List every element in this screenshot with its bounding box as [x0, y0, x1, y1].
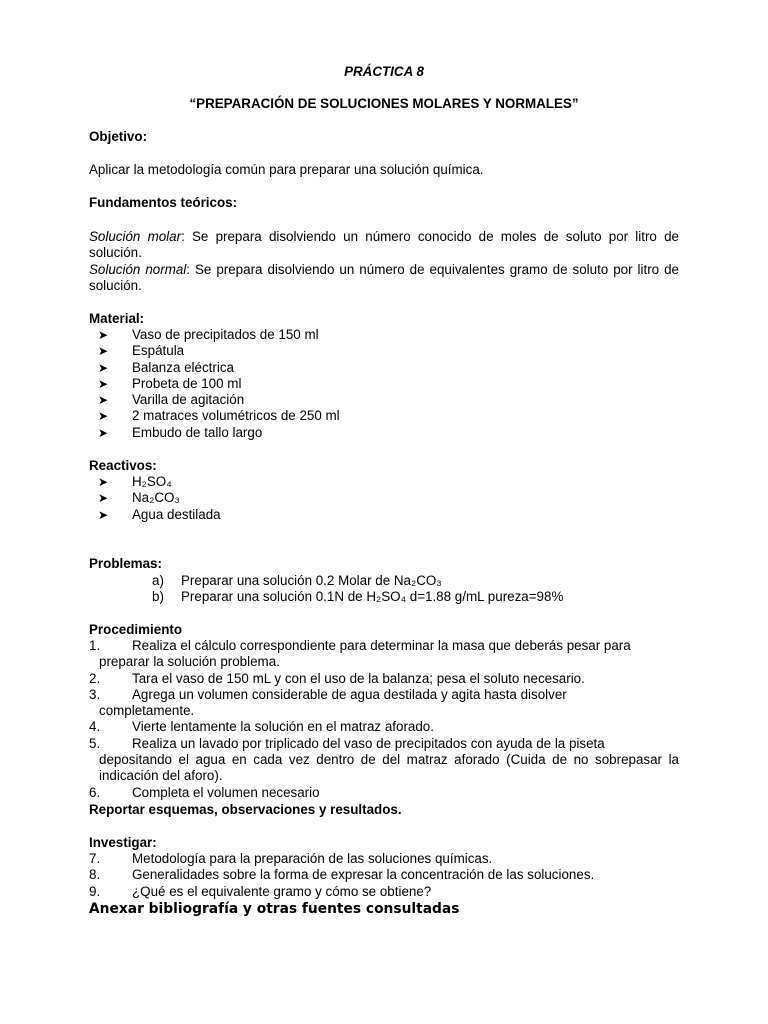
reactivo-item-label: Na₂CO₃: [132, 490, 180, 506]
reactivo-item-label: Agua destilada: [132, 506, 221, 522]
item-number: 9.: [89, 883, 101, 899]
reactivos-list: [89, 474, 679, 523]
procedure-step: [89, 785, 679, 801]
reactivos-heading: Reactivos:: [89, 458, 157, 473]
arrowhead-right-icon: ➤: [98, 393, 109, 408]
list-item: [89, 343, 679, 359]
arrowhead-right-icon: ➤: [98, 425, 109, 440]
step-text: Vierte lentamente la solución en el matraz aforado.: [132, 719, 434, 735]
arrowhead-right-icon: ➤: [98, 409, 109, 424]
list-item: [89, 392, 679, 408]
report-instruction: Reportar esquemas, observaciones y resultados.: [89, 802, 402, 817]
fundamentos-heading: Fundamentos teóricos:: [89, 195, 238, 210]
solucion-molar-paragraph: [89, 229, 679, 262]
list-item: [89, 376, 679, 392]
material-heading: Material:: [89, 311, 145, 326]
solucion-molar-term: Solución molar: [89, 229, 182, 244]
procedure-step: [89, 638, 679, 671]
material-item-label: Espátula: [132, 343, 185, 359]
research-item: [89, 884, 679, 900]
problem-text: Preparar una solución 0.2 Molar de Na₂CO₃: [181, 573, 442, 588]
material-item-label: Probeta de 100 ml: [132, 375, 242, 391]
arrowhead-right-icon: ➤: [98, 328, 109, 342]
step-number: 2.: [89, 670, 101, 686]
reactivo-item-label: H₂SO₄: [132, 474, 172, 489]
list-item: [89, 327, 679, 343]
step-text: Completa el volumen necesario: [132, 784, 320, 800]
material-item-label: Varilla de agitación: [132, 392, 245, 408]
document-subtitle: “PREPARACIÓN DE SOLUCIONES MOLARES Y NORMALES”: [189, 96, 579, 111]
arrowhead-right-icon: ➤: [98, 376, 109, 391]
material-item-label: Embudo de tallo largo: [132, 424, 263, 440]
step-text-continuation: completamente.: [99, 703, 195, 719]
step-text: Agrega un volumen considerable de agua destilada y agita hasta disolver: [132, 686, 567, 702]
procedure-step: [89, 719, 679, 735]
step-text: Realiza el cálculo correspondiente para determinar la masa que deberás pesar para: [132, 638, 631, 653]
item-text: Metodología para la preparación de las soluciones químicas.: [132, 851, 493, 866]
item-text: ¿Qué es el equivalente gramo y cómo se obtiene?: [132, 883, 432, 899]
procedimiento-heading: Procedimiento: [89, 622, 183, 637]
list-item: [89, 474, 679, 490]
solucion-normal-paragraph: [89, 262, 679, 295]
step-text: Tara el vaso de 150 mL y con el uso de la balanza; pesa el soluto necesario.: [132, 670, 585, 686]
arrowhead-right-icon: ➤: [98, 507, 109, 522]
material-item-label: Balanza eléctrica: [132, 359, 234, 375]
arrowhead-right-icon: ➤: [98, 475, 109, 489]
solucion-normal-definition: : Se prepara disolviendo un número de equivalentes gramo de soluto por litro de solución.: [89, 262, 679, 294]
step-text: Realiza un lavado por triplicado del vaso de precipitados con ayuda de la piseta: [132, 735, 605, 751]
problemas-heading: Problemas:: [89, 556, 162, 571]
problem-label: b): [152, 589, 164, 605]
item-number: 7.: [89, 851, 101, 866]
step-number: 1.: [89, 638, 101, 653]
procedure-step: [89, 736, 679, 785]
procedure-step: [89, 671, 679, 687]
step-number: 5.: [89, 735, 101, 751]
step-number: 4.: [89, 719, 101, 735]
list-item: [89, 589, 679, 605]
list-item: [89, 360, 679, 376]
step-text-continuation: preparar la solución problema.: [99, 654, 280, 670]
arrowhead-right-icon: ➤: [98, 344, 109, 359]
procedure-step: [89, 687, 679, 720]
procedimiento-list: [89, 638, 679, 801]
problem-label: a): [152, 573, 164, 588]
material-list: [89, 327, 679, 441]
item-text: Generalidades sobre la forma de expresar la concentración de las soluciones.: [132, 867, 595, 883]
step-text-continuation: depositando el agua en cada vez dentro de del matraz aforado (Cuida de no sobrepasar la indicación del aforo).: [99, 752, 679, 784]
list-item: [89, 573, 679, 589]
anexar-bibliografia: Anexar bibliografía y otras fuentes consultadas: [89, 901, 460, 917]
list-item: [89, 507, 679, 523]
material-item-label: 2 matraces volumétricos de 250 ml: [132, 408, 340, 424]
solucion-molar-definition: : Se prepara disolviendo un número conocido de moles de soluto por litro de solución.: [89, 229, 679, 261]
item-number: 8.: [89, 867, 101, 883]
investigar-heading: Investigar:: [89, 835, 157, 850]
page-title: PRÁCTICA 8: [344, 64, 424, 79]
investigar-list: [89, 851, 679, 900]
list-item: [89, 490, 679, 506]
list-item: [89, 425, 679, 441]
problemas-list: [89, 573, 679, 606]
arrowhead-right-icon: ➤: [98, 491, 109, 506]
research-item: [89, 851, 679, 867]
problem-text: Preparar una solución 0.1N de H₂SO₄ d=1.88 g/mL pureza=98%: [181, 589, 564, 605]
objetivo-text: Aplicar la metodología común para preparar una solución química.: [89, 162, 484, 177]
list-item: [89, 408, 679, 424]
material-item-label: Vaso de precipitados de 150 ml: [132, 327, 319, 342]
arrowhead-right-icon: ➤: [98, 360, 109, 375]
solucion-normal-term: Solución normal: [89, 262, 187, 277]
research-item: [89, 867, 679, 883]
step-number: 3.: [89, 686, 101, 702]
step-number: 6.: [89, 784, 101, 800]
objetivo-heading: Objetivo:: [89, 129, 148, 144]
